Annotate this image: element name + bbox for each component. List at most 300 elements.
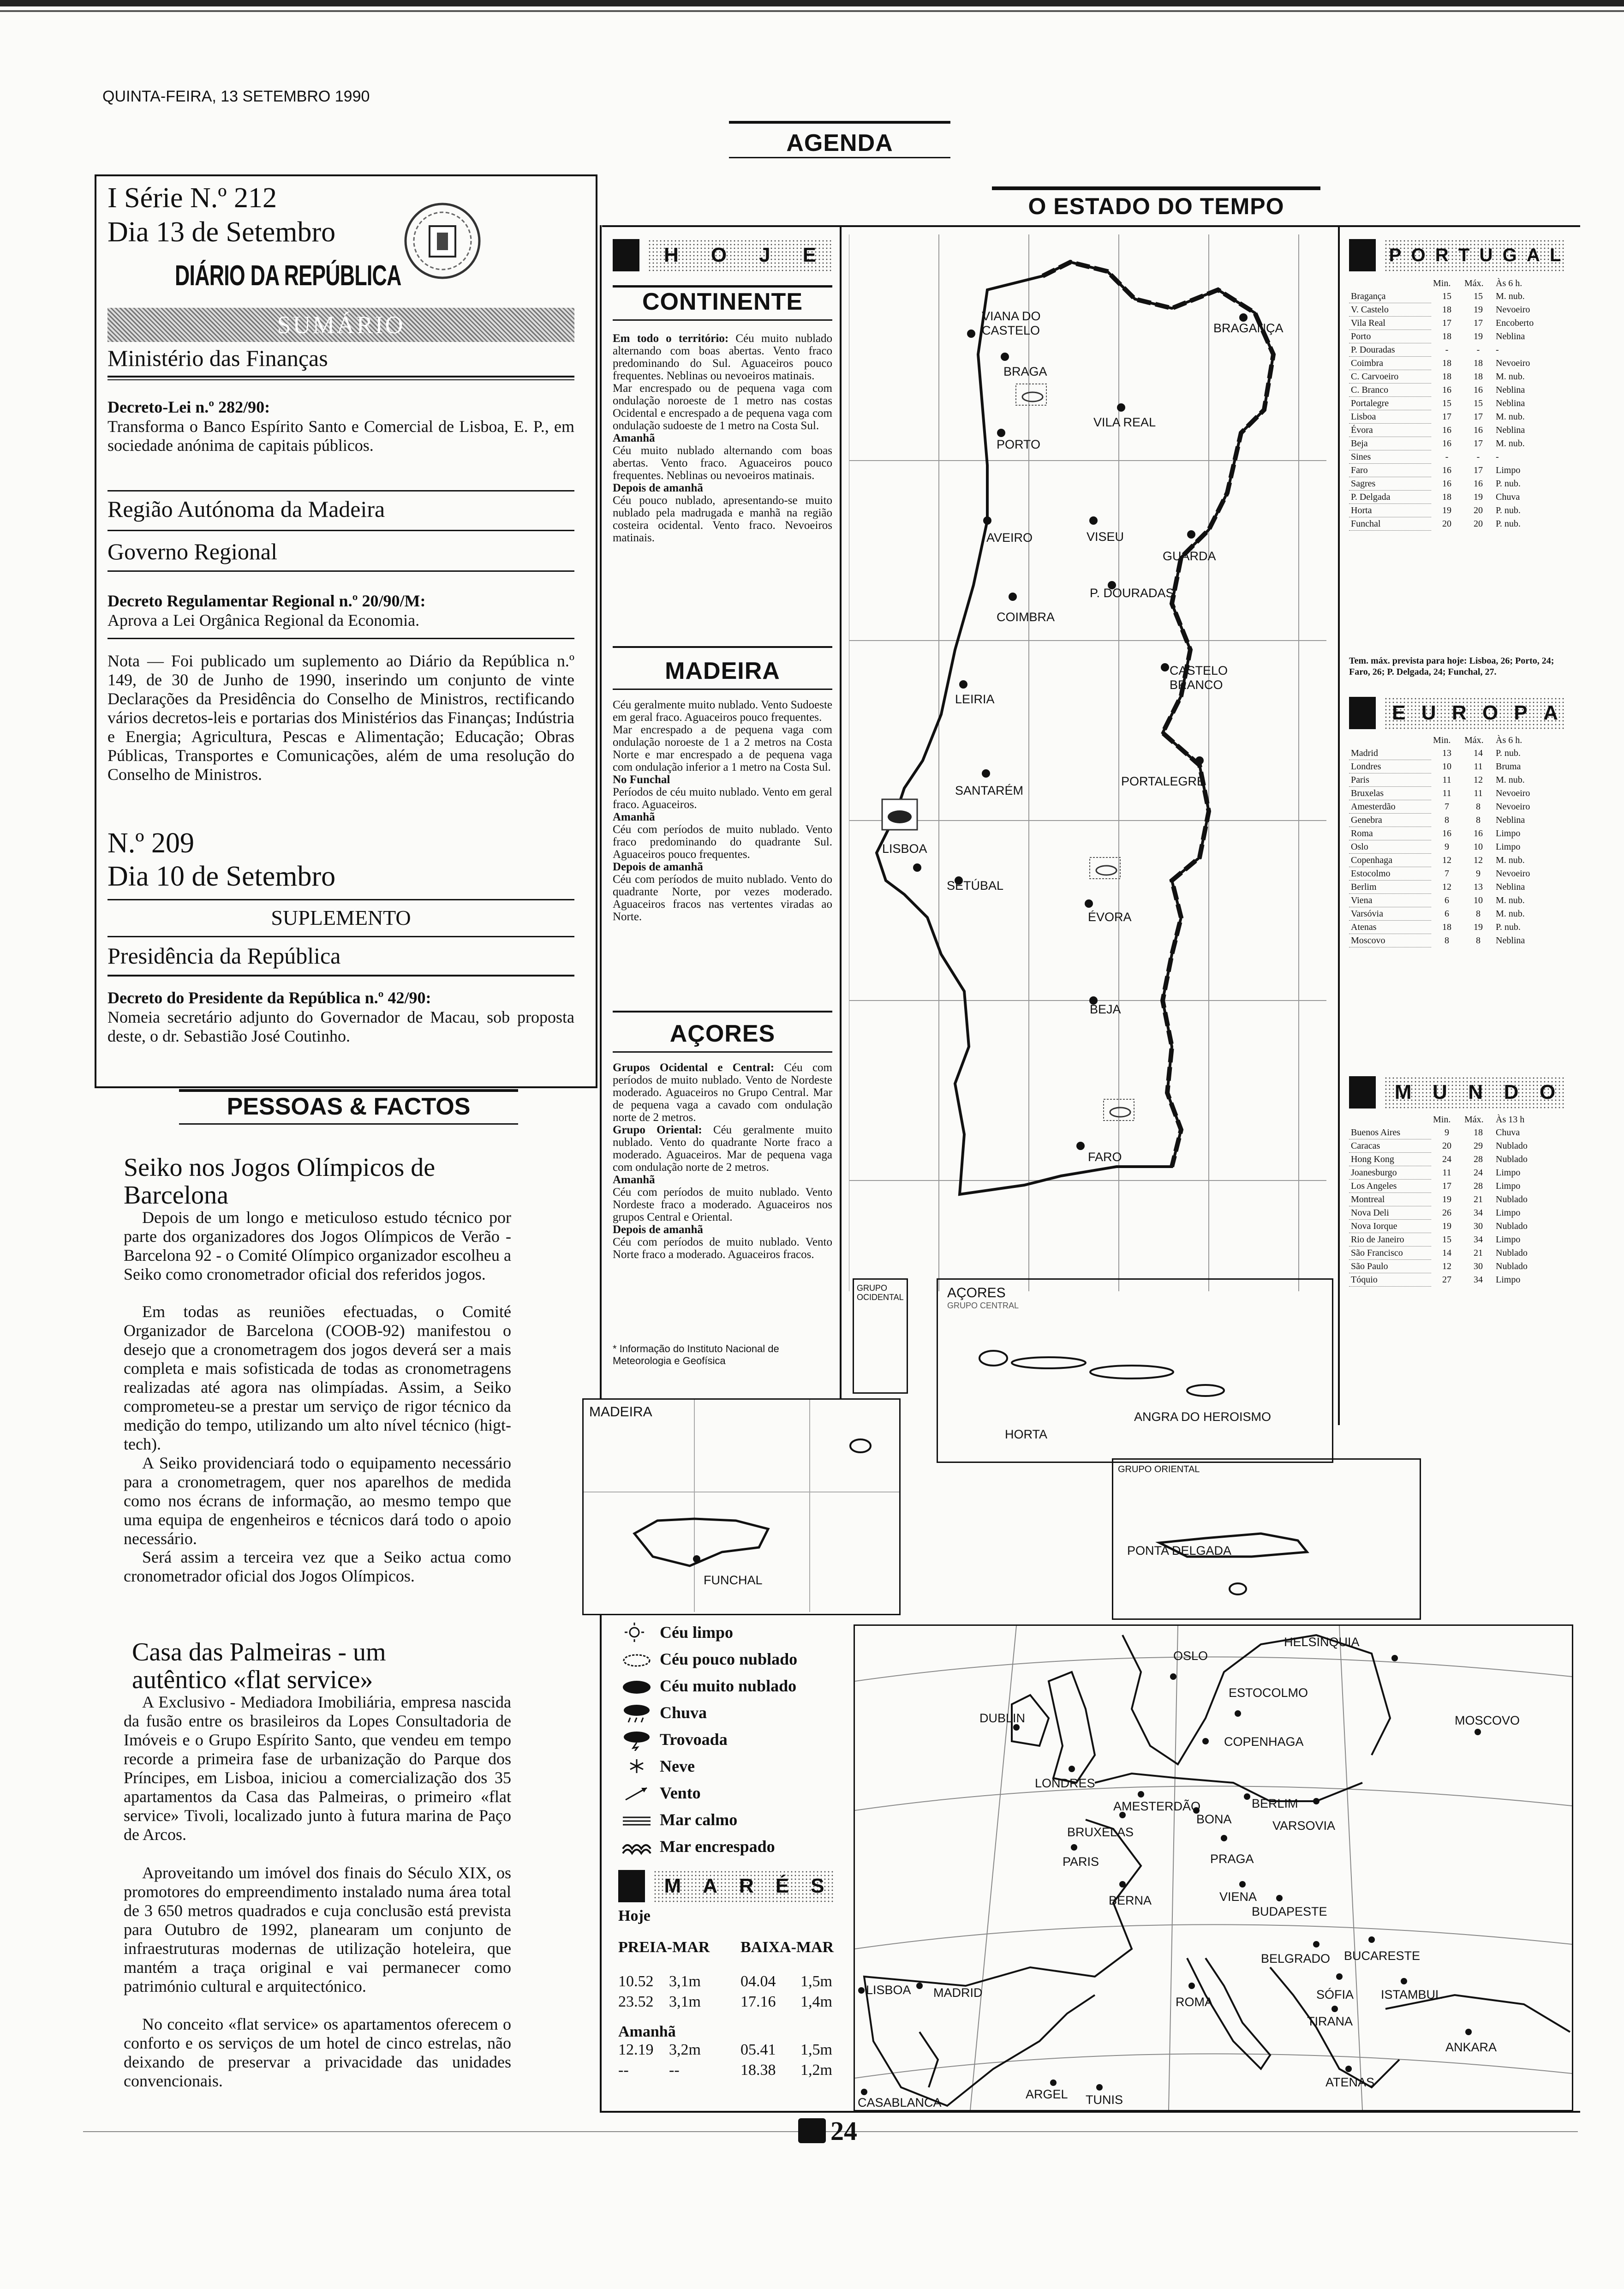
city-cell: Oslo xyxy=(1349,840,1431,854)
city-label: BELGRADO xyxy=(1261,1952,1331,1965)
value-cell: M. nub. xyxy=(1496,412,1525,422)
city-cell: Caracas xyxy=(1349,1139,1431,1153)
city-cell: Copenhaga xyxy=(1349,854,1431,867)
weather-frame-left xyxy=(600,225,602,2113)
city-label: FARO xyxy=(1088,1150,1122,1164)
city-label: ESTOCOLMO xyxy=(1229,1686,1308,1700)
europa-banner xyxy=(1349,696,1566,730)
city-label: P. DOURADAS xyxy=(1090,586,1174,600)
city-cell: Roma xyxy=(1349,827,1431,840)
decreto-regional-text: Aprova a Lei Orgânica Regional da Economia. xyxy=(107,611,420,629)
table-row xyxy=(1349,357,1548,370)
value-cell: Nublado xyxy=(1496,1194,1528,1204)
angra-label: ANGRA DO HEROISMO xyxy=(1134,1410,1272,1424)
city-label: LEIRIA xyxy=(955,692,995,706)
city-cell: Nova Deli xyxy=(1349,1206,1431,1220)
city-label: TUNIS xyxy=(1086,2093,1123,2107)
value-cell: Nevoeiro xyxy=(1496,802,1530,812)
banner-block xyxy=(618,1870,645,1902)
divider xyxy=(107,379,574,380)
value-cell: 16 xyxy=(1474,828,1483,839)
city-cell: Estocolmo xyxy=(1349,867,1431,881)
serie-date: Dia 13 de Setembro xyxy=(107,216,336,248)
legend-item xyxy=(618,1726,840,1753)
city-cell: São Paulo xyxy=(1349,1260,1431,1273)
value-cell: 34 xyxy=(1474,1275,1483,1285)
portugal-map xyxy=(849,234,1329,1296)
suplemento-heading: SUPLEMENTO xyxy=(271,906,411,929)
value-cell: Nevoeiro xyxy=(1496,869,1530,879)
value-cell: Neblina xyxy=(1496,425,1525,435)
value-cell: 10 xyxy=(1474,895,1483,905)
table-row xyxy=(1349,747,1548,760)
page-number: 24 xyxy=(830,2116,857,2146)
banner-letter: O xyxy=(1539,1081,1556,1103)
city-label: BRAGANÇA xyxy=(1213,321,1284,335)
mad-p2: Mar encrespado a de pequena vaga com ondulação noroeste de 1 a 2 metros na Costa Norte e mar encrespado a de pequena vaga com ondulação inferior a 1 metro na Costa Sul. xyxy=(613,724,832,773)
city-label: AMESTERDÃO xyxy=(1113,1799,1201,1813)
cloud-icon xyxy=(881,798,918,831)
madeira-label: MADEIRA xyxy=(589,1404,652,1420)
europe-map xyxy=(855,1626,1572,2110)
banner-letter: H xyxy=(664,244,679,266)
value-cell: 18 xyxy=(1474,358,1483,368)
value-cell: 16 xyxy=(1442,828,1451,839)
city-cell: Tóquio xyxy=(1349,1273,1431,1287)
mares-cell: 12.19 xyxy=(618,2041,654,2058)
value-cell: 8 xyxy=(1445,815,1449,825)
city-cell: Faro xyxy=(1349,464,1431,477)
value-cell: M. nub. xyxy=(1496,895,1525,905)
ac-depois: Depois de amanhã xyxy=(613,1223,703,1236)
numero-209-date: Dia 10 de Setembro xyxy=(107,861,336,892)
decreto-presidente-title: Decreto do Presidente da República n.º 42/90: xyxy=(107,989,431,1007)
legend-item xyxy=(618,1806,840,1833)
value-cell: 20 xyxy=(1474,519,1483,529)
table-row xyxy=(1349,827,1548,840)
table-row xyxy=(1349,410,1548,424)
value-cell: 16 xyxy=(1442,479,1451,489)
pessoas-rule xyxy=(179,1089,518,1092)
value-cell: Neblina xyxy=(1496,935,1525,946)
table-row xyxy=(1349,1260,1548,1273)
table-row xyxy=(1349,464,1548,477)
banner-letter: U xyxy=(1421,701,1436,724)
column-divider xyxy=(1338,225,1340,1425)
ponta-delgada-label: PONTA DELGADA xyxy=(1127,1544,1232,1558)
banner-letter: A xyxy=(1543,701,1558,724)
mad-amanha: Amanhã xyxy=(613,811,655,823)
ac-p2: Céu geralmente muito nublado. Vento do quadrante Norte fraco a moderado. Aguaceiros. Mar de pequena vaga com ondulação norte de 2 metros. xyxy=(613,1124,833,1174)
city-cell: Varsóvia xyxy=(1349,907,1431,921)
pessoas-rule-bottom xyxy=(179,1123,518,1125)
weather-rule-long xyxy=(602,225,1580,227)
value-cell: 11 xyxy=(1442,788,1451,798)
mares-row xyxy=(618,2040,835,2060)
value-cell: - xyxy=(1476,452,1480,462)
city-label: ISTAMBUL xyxy=(1381,1988,1443,2001)
palmeiras-p1: A Exclusivo - Mediadora Imobiliária, empresa nascida da fusão entre os brasileiros da Lopes Consultadoria de Imóveis e o Grupo Espírito Santo, que vendeu em tempo recorde a primeira fase de urbanização do Parque dos Príncipes, em Lisboa, iniciou a comercialização dos 35 apartamentos da Casa das Palmeiras, o primeiro «flat service» Tivoli, localizado junto à futura marina de Paço de Arcos. xyxy=(124,1693,511,1844)
city-label: COPENHAGA xyxy=(1224,1735,1304,1749)
city-label: CASABLANCA xyxy=(858,2096,942,2109)
city-label: LONDRES xyxy=(1035,1776,1095,1790)
value-cell: P. nub. xyxy=(1496,479,1521,489)
value-cell: Limpo xyxy=(1496,1181,1521,1191)
value-cell: 12 xyxy=(1442,1261,1451,1271)
mad-p1: Céu geralmente muito nublado. Vento Sudoeste em geral fraco. Aguaceiros pouco frequentes. xyxy=(613,699,832,724)
city-label: VIANA DO CASTELO xyxy=(982,309,1041,337)
page-date: QUINTA-FEIRA, 13 SETEMBRO 1990 xyxy=(102,88,370,105)
presidencia-heading: Presidência da República xyxy=(107,943,341,969)
value-cell: 15 xyxy=(1442,398,1451,408)
value-cell: 19 xyxy=(1442,1221,1451,1231)
value-cell: 19 xyxy=(1474,492,1483,502)
divider xyxy=(107,376,574,378)
banner-letter: U xyxy=(1479,245,1493,265)
banner-letter: E xyxy=(1392,701,1406,724)
banner-letter: A xyxy=(1526,245,1540,265)
madeira-inset xyxy=(582,1398,901,1615)
table-header: Às 6 h. xyxy=(1496,735,1522,745)
mares-cell: 23.52 xyxy=(618,1993,654,2010)
city-cell: Buenos Aires xyxy=(1349,1126,1431,1139)
value-cell: 19 xyxy=(1474,331,1483,342)
city-cell: Horta xyxy=(1349,504,1431,517)
table-row xyxy=(1349,881,1548,894)
value-cell: 28 xyxy=(1474,1181,1483,1191)
table-header: Min. xyxy=(1433,278,1451,288)
value-cell: 30 xyxy=(1474,1221,1483,1231)
table-row xyxy=(1349,1126,1548,1139)
table-row xyxy=(1349,1193,1548,1206)
city-label: ARGEL xyxy=(1026,2087,1068,2101)
acores-text xyxy=(613,1061,832,1261)
banner-letter: A xyxy=(703,1875,717,1897)
city-cell: Genebra xyxy=(1349,814,1431,827)
table-row xyxy=(1349,450,1548,464)
legend-item xyxy=(618,1646,840,1672)
legend-label: Chuva xyxy=(660,1703,707,1722)
table-row xyxy=(1349,1273,1548,1287)
palmeiras-p2: Aproveitando um imóvel dos finais do Século XIX, os promotores do empreendimento instalado numa área total de 3 650 metros quadrados e cuja conclusão está prevista para Outubro de 1992, planearam um conjunto de infraestruturas modernas de utilização hoteleira, que mantém a traça original e vai permanecer como património cultural e arquitectónico. xyxy=(124,1864,511,1995)
table-row xyxy=(1349,303,1548,317)
table-header: Às 6 h. xyxy=(1496,278,1522,288)
value-cell: 7 xyxy=(1445,869,1449,879)
banner-letter: U xyxy=(1432,1081,1447,1103)
legend-item xyxy=(618,1780,840,1806)
mares-cell: -- xyxy=(618,2061,629,2079)
publication-logo xyxy=(798,2118,826,2143)
value-cell: M. nub. xyxy=(1496,775,1525,785)
value-cell: 17 xyxy=(1474,465,1483,475)
divider xyxy=(613,285,832,288)
city-label: VILA REAL xyxy=(1093,415,1156,429)
table-row xyxy=(1349,934,1548,947)
table-row xyxy=(1349,840,1548,854)
value-cell: 19 xyxy=(1442,1194,1451,1204)
legend-item xyxy=(618,1672,840,1699)
city-cell: P. Delgada xyxy=(1349,491,1431,504)
divider xyxy=(107,936,574,937)
divider xyxy=(107,975,574,977)
city-label: GUARDA xyxy=(1163,549,1216,563)
value-cell: 18 xyxy=(1442,305,1451,315)
value-cell: 24 xyxy=(1474,1168,1483,1178)
city-cell: Nova Iorque xyxy=(1349,1220,1431,1233)
value-cell: Limpo xyxy=(1496,1275,1521,1285)
city-cell: Sines xyxy=(1349,450,1431,464)
table-row xyxy=(1349,814,1548,827)
city-label: BERNA xyxy=(1109,1894,1152,1907)
city-cell: Montreal xyxy=(1349,1193,1431,1206)
city-cell: C. Branco xyxy=(1349,383,1431,397)
city-label: VISEU xyxy=(1087,530,1124,544)
value-cell: 20 xyxy=(1442,1141,1451,1151)
city-label: PARIS xyxy=(1063,1855,1099,1869)
value-cell: 8 xyxy=(1476,802,1481,812)
legend-label: Mar calmo xyxy=(660,1810,738,1829)
ministerio-heading: Ministério das Finanças xyxy=(107,345,328,371)
mares-cell: 1,2m xyxy=(800,2061,832,2079)
city-label: AVEIRO xyxy=(986,531,1033,545)
grupo-oriental-label: GRUPO ORIENTAL xyxy=(1118,1464,1200,1474)
europa-table xyxy=(1349,734,1548,947)
city-cell: Hong Kong xyxy=(1349,1153,1431,1166)
table-row xyxy=(1349,1206,1548,1220)
value-cell: - xyxy=(1445,345,1449,355)
city-cell: Sagres xyxy=(1349,477,1431,491)
seiko-p3: A Seiko providenciará todo o equipamento necessário para a cronometragem, quer nos aparelhos de medida como nos écrans de informação, ao mesmo tempo que uma equipa de engenheiros e técnicos dará todo o apoio necessário. xyxy=(124,1454,511,1548)
value-cell: P. nub. xyxy=(1496,748,1521,759)
table-row xyxy=(1349,1233,1548,1246)
banner-letter: R xyxy=(1435,245,1449,265)
city-label: BRAGA xyxy=(1003,365,1047,378)
value-cell: 16 xyxy=(1442,425,1451,435)
numero-209: N.º 209 xyxy=(107,827,194,859)
banner-letter: N xyxy=(1468,1081,1483,1103)
city-cell: Los Angeles xyxy=(1349,1180,1431,1193)
banner-letter: M xyxy=(664,1875,681,1897)
city-label: ROMA xyxy=(1176,1995,1213,2009)
value-cell: 17 xyxy=(1474,318,1483,328)
table-header: Min. xyxy=(1433,1115,1451,1125)
table-header-row xyxy=(1349,1113,1548,1126)
table-row xyxy=(1349,317,1548,330)
banner-block xyxy=(1349,697,1376,729)
value-cell: Neblina xyxy=(1496,398,1525,408)
value-cell: 15 xyxy=(1474,291,1483,302)
diario-masthead: DIÁRIO DA REPÚBLICA xyxy=(175,260,401,292)
seiko-p4: Será assim a terceira vez que a Seiko actua como cronometrador oficial dos Jogos Olímpicos. xyxy=(124,1548,511,1585)
legend-item xyxy=(618,1753,840,1780)
legend-label: Neve xyxy=(660,1757,695,1775)
table-header: Min. xyxy=(1433,735,1451,745)
ac-p4: Céu com períodos de muito nublado. Vento Norte fraco a moderado. Aguaceiros fracos. xyxy=(613,1236,832,1261)
sumario-bar xyxy=(107,308,574,342)
mares-cell: 17.16 xyxy=(740,1993,776,2010)
mares-cell: 1,4m xyxy=(800,1993,832,2010)
mares-cell: 3,2m xyxy=(669,2041,701,2058)
city-cell: Amesterdão xyxy=(1349,800,1431,814)
acores-label: AÇORES xyxy=(947,1285,1006,1300)
value-cell: 19 xyxy=(1474,922,1483,932)
palmeiras-p3: No conceito «flat service» os apartamentos oferecem o conforto e os serviços de um hotel de cinco estrelas, não deixando de preservar a privacidade das unidades convencionais. xyxy=(124,2015,511,2090)
rough-sea-icon xyxy=(618,1835,660,1858)
value-cell: Encoberto xyxy=(1496,318,1534,328)
table-row xyxy=(1349,854,1548,867)
banner-letter: R xyxy=(739,1875,754,1897)
cloud-sun-icon xyxy=(1015,383,1047,406)
value-cell: Neblina xyxy=(1496,385,1525,395)
top-rule-thin xyxy=(0,10,1624,12)
coat-of-arms-icon xyxy=(396,190,489,296)
city-label: PRAGA xyxy=(1210,1852,1254,1866)
weather-legend xyxy=(618,1619,840,1860)
banner-letter: É xyxy=(775,1875,789,1897)
city-label: ANKARA xyxy=(1445,2040,1497,2054)
mares-amanha: Amanhã xyxy=(618,2023,676,2040)
value-cell: 12 xyxy=(1442,882,1451,892)
hoje-banner xyxy=(613,238,832,272)
value-cell: Neblina xyxy=(1496,331,1525,342)
value-cell: 16 xyxy=(1442,438,1451,449)
value-cell: 34 xyxy=(1474,1234,1483,1245)
cont-p4: Céu pouco nublado, apresentando-se muito nublado pela madrugada e manhã na região costeira ocidental. Vento fraco. Nevoeiros matinais. xyxy=(613,494,832,544)
city-cell: Portalegre xyxy=(1349,397,1431,410)
value-cell: 15 xyxy=(1474,398,1483,408)
legend-label: Céu muito nublado xyxy=(660,1677,797,1695)
grupo-ocidental-inset xyxy=(853,1278,908,1394)
value-cell: Bruma xyxy=(1496,761,1521,772)
table-row xyxy=(1349,1246,1548,1260)
value-cell: Nublado xyxy=(1496,1261,1528,1271)
mares-row xyxy=(618,1971,835,1992)
cloud-sun-icon xyxy=(1103,1098,1135,1121)
value-cell: 9 xyxy=(1445,1127,1449,1138)
city-cell: Joanesburgo xyxy=(1349,1166,1431,1180)
mares-banner xyxy=(618,1869,835,1903)
mundo-table xyxy=(1349,1113,1548,1287)
banner-letter: O xyxy=(1482,701,1499,724)
agenda-rule-bottom xyxy=(729,157,950,158)
banner-block xyxy=(1349,239,1376,271)
value-cell: M. nub. xyxy=(1496,909,1525,919)
table-row xyxy=(1349,477,1548,491)
value-cell: P. nub. xyxy=(1496,519,1521,529)
value-cell: P. nub. xyxy=(1496,922,1521,932)
value-cell: M. nub. xyxy=(1496,372,1525,382)
mad-p3: Períodos de céu muito nublado. Vento em geral fraco. Aguaceiros. xyxy=(613,786,832,811)
value-cell: 13 xyxy=(1442,748,1451,759)
ac-lead1: Grupos Ocidental e Central: xyxy=(613,1061,775,1074)
grupo-oriental-inset xyxy=(1112,1458,1421,1620)
divider xyxy=(613,689,832,690)
value-cell: 11 xyxy=(1474,788,1483,798)
value-cell: 12 xyxy=(1474,855,1483,865)
table-row xyxy=(1349,330,1548,343)
table-row xyxy=(1349,1220,1548,1233)
value-cell: 21 xyxy=(1474,1194,1483,1204)
value-cell: 6 xyxy=(1445,895,1449,905)
city-label: BUDAPESTE xyxy=(1252,1905,1327,1918)
city-cell: Viena xyxy=(1349,894,1431,907)
value-cell: 11 xyxy=(1474,761,1483,772)
city-label: PORTO xyxy=(997,437,1041,451)
value-cell: 13 xyxy=(1474,882,1483,892)
value-cell: Nevoeiro xyxy=(1496,305,1530,315)
value-cell: 11 xyxy=(1442,1168,1451,1178)
value-cell: Limpo xyxy=(1496,842,1521,852)
value-cell: 18 xyxy=(1442,922,1451,932)
city-cell: São Francisco xyxy=(1349,1246,1431,1260)
agenda-heading: AGENDA xyxy=(786,130,893,156)
value-cell: 18 xyxy=(1442,372,1451,382)
table-row xyxy=(1349,517,1548,531)
acores-heading: AÇORES xyxy=(669,1020,776,1047)
city-label: LISBOA xyxy=(882,842,927,856)
cloud-sun-icon xyxy=(1089,857,1121,880)
city-label: BONA xyxy=(1196,1812,1232,1826)
nota-text: Nota — Foi publicado um suplemento ao Diário da República n.º 149, de 30 de Junho de 1990, inserindo um conjunto de vinte Declarações da Presidência do Conselho de Ministros, rectificando vários decretos-leis e portarias dos Ministérios das Finanças; Indústria e Energia; Agricultura, Pescas e Alimentação; Educação; Obras Públicas, Transportes e Comunicações, além de uma resolução do Conselho de Ministros. xyxy=(107,652,574,784)
banner-letter: P xyxy=(1389,245,1402,265)
value-cell: Nublado xyxy=(1496,1154,1528,1164)
continente-heading: CONTINENTE xyxy=(642,288,803,315)
value-cell: 19 xyxy=(1442,505,1451,515)
table-row xyxy=(1349,290,1548,303)
city-label: BRUXELAS xyxy=(1067,1825,1134,1839)
serie-number: I Série N.º 212 xyxy=(107,182,277,214)
grupo-central-label: GRUPO CENTRAL xyxy=(947,1301,1019,1310)
mares-cell: 3,1m xyxy=(669,1973,701,1990)
value-cell: 18 xyxy=(1442,492,1451,502)
fonte-note: * Informação do Instituto Nacional de Meteorologia e Geofísica xyxy=(613,1343,779,1366)
madeira-text xyxy=(613,699,832,923)
table-row xyxy=(1349,491,1548,504)
value-cell: M. nub. xyxy=(1496,291,1525,302)
value-cell: 20 xyxy=(1442,519,1451,529)
table-header: Máx. xyxy=(1464,278,1484,288)
mares-cell: 1,5m xyxy=(800,1973,832,1990)
value-cell: 18 xyxy=(1474,372,1483,382)
divider xyxy=(613,646,832,648)
city-label: MADRID xyxy=(933,1986,983,2000)
mad-funchal: No Funchal xyxy=(613,773,670,786)
cont-p1: Céu muito nublado alternando com boas abertas. Vento fraco predominando do Sul. Aguaceiros pouco frequentes. Neblinas ou nevoeiros matinais. xyxy=(613,332,833,382)
legend-item xyxy=(618,1699,840,1726)
seiko-title: Seiko nos Jogos Olímpicos de Barcelona xyxy=(124,1153,436,1210)
city-label: ÉVORA xyxy=(1088,910,1132,924)
ac-lead2: Grupo Oriental: xyxy=(613,1124,702,1136)
ac-p3: Céu com períodos de muito nublado. Vento Nordeste fraco a moderado. Aguaceiros nos grupos Central e Oriental. xyxy=(613,1186,832,1223)
sumario-label: SUMÁRIO xyxy=(277,311,405,339)
city-cell: Beja xyxy=(1349,437,1431,450)
value-cell: 12 xyxy=(1474,775,1483,785)
ac-p1: Céu com períodos de muito nublado. Vento de Nordeste moderado. Aguaceiros no Grupo Central. Mar de pequena vaga a cavado com ondulação norte de 2 metros. xyxy=(613,1061,832,1124)
legend-label: Vento xyxy=(660,1784,701,1802)
value-cell: 7 xyxy=(1445,802,1449,812)
table-row xyxy=(1349,787,1548,800)
city-label: TIRANA xyxy=(1307,2014,1353,2028)
table-row xyxy=(1349,867,1548,881)
value-cell: 29 xyxy=(1474,1141,1483,1151)
acores-inset xyxy=(937,1278,1333,1463)
value-cell: 8 xyxy=(1476,935,1481,946)
table-row xyxy=(1349,343,1548,357)
city-label: COIMBRA xyxy=(997,610,1055,624)
value-cell: Nublado xyxy=(1496,1141,1528,1151)
value-cell: 16 xyxy=(1474,425,1483,435)
mares-row xyxy=(618,2060,835,2080)
